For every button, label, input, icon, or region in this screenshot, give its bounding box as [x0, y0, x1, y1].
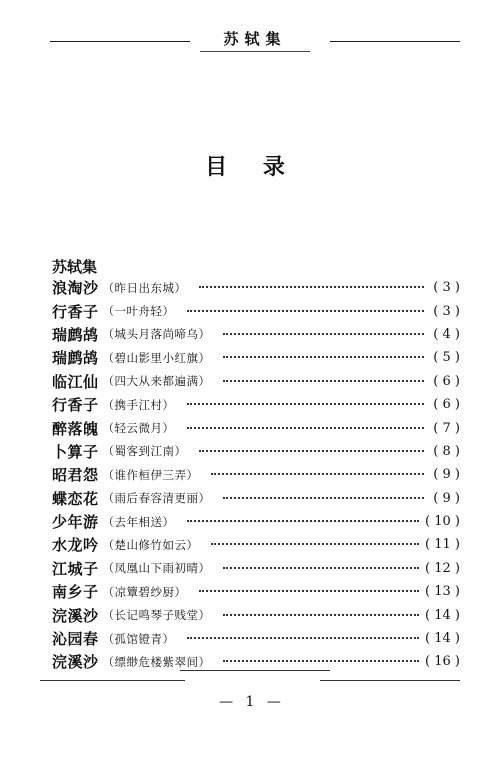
entry-first-line: （ 谁作桓伊三弄 ）	[103, 467, 199, 483]
entry-tune-name: 沁园春	[52, 630, 99, 649]
dot-leader	[211, 542, 420, 545]
entry-page-number: ( 7 )	[430, 421, 460, 436]
entry-page-number: ( 6 )	[430, 374, 460, 389]
toc-entry	[52, 299, 460, 322]
entry-page-number: ( 5 )	[430, 350, 460, 365]
entry-first-line: （ 携手江村 ）	[103, 397, 175, 413]
entry-page-number: ( 13 )	[425, 584, 460, 599]
dot-leader	[187, 636, 420, 639]
running-header-title: 苏轼集	[223, 30, 287, 48]
dot-leader	[199, 449, 424, 452]
entry-tune-name: 蝶恋花	[52, 489, 99, 508]
toc-entry	[52, 276, 460, 299]
dot-leader	[187, 519, 420, 522]
entry-first-line: （ 四大从来都遍满 ）	[103, 373, 211, 389]
entry-page-number: ( 4 )	[430, 327, 460, 342]
entry-first-line: （ 缥缈危楼紫翠间 ）	[103, 654, 211, 670]
entry-tune-name: 瑞鹧鸪	[52, 349, 99, 368]
entry-first-line: （ 雨后春容清更丽 ）	[103, 490, 211, 506]
entry-page-number: ( 14 )	[425, 631, 460, 646]
entry-first-line: （ 一叶舟轻 ）	[103, 303, 175, 319]
entry-tune-name: 醉落魄	[52, 419, 99, 438]
entry-first-line: （ 碧山影里小红旗 ）	[103, 350, 211, 366]
toc-entry	[52, 603, 460, 626]
entry-page-number: ( 3 )	[430, 280, 460, 295]
toc-entry	[52, 416, 460, 439]
dot-leader	[211, 472, 424, 475]
toc-entry	[52, 510, 460, 533]
toc-entry	[52, 346, 460, 369]
dot-leader	[199, 589, 420, 592]
entry-page-number: ( 10 )	[425, 514, 460, 529]
entry-tune-name: 少年游	[52, 513, 99, 532]
dot-leader	[223, 613, 420, 616]
toc-entry	[52, 580, 460, 603]
entry-page-number: ( 14 )	[425, 608, 460, 623]
entry-first-line: （ 昨日出东城 ）	[103, 280, 187, 296]
entry-first-line: （ 去年相送 ）	[103, 514, 175, 530]
header-rule-right	[330, 41, 460, 42]
dot-leader	[223, 332, 424, 335]
toc-entry	[52, 627, 460, 650]
dot-leader	[187, 402, 424, 405]
running-header	[0, 18, 504, 58]
toc-entry	[52, 323, 460, 346]
dot-leader	[187, 426, 424, 429]
entry-tune-name: 浣溪沙	[52, 653, 99, 672]
toc-entry	[52, 370, 460, 393]
dot-leader	[223, 496, 424, 499]
entry-first-line: （ 蜀客到江南 ）	[103, 443, 187, 459]
dot-leader	[223, 566, 420, 569]
entry-first-line: （ 楚山修竹如云 ）	[103, 537, 199, 553]
entry-first-line: （ 孤馆镫青 ）	[103, 631, 175, 647]
page-number: — 1 —	[0, 694, 504, 710]
entry-page-number: ( 3 )	[430, 304, 460, 319]
entry-tune-name: 浪淘沙	[52, 279, 99, 298]
entry-page-number: ( 6 )	[430, 397, 460, 412]
dot-leader	[223, 379, 424, 382]
dot-leader	[199, 285, 424, 288]
toc-entry	[52, 533, 460, 556]
entry-page-number: ( 9 )	[430, 467, 460, 482]
entry-tune-name: 行香子	[52, 396, 99, 415]
entry-tune-name: 南乡子	[52, 583, 99, 602]
entry-tune-name: 水龙吟	[52, 536, 99, 555]
entry-first-line: （ 长记鸣琴子贱堂 ）	[103, 607, 211, 623]
dot-leader	[223, 355, 424, 358]
dot-leader	[223, 659, 420, 662]
entry-tune-name: 瑞鹧鸪	[52, 325, 99, 344]
toc-entry	[52, 557, 460, 580]
entry-tune-name: 昭君怨	[52, 466, 99, 485]
entry-first-line: （ 凤凰山下雨初晴 ）	[103, 560, 211, 576]
header-rule-left	[50, 41, 190, 42]
toc-list	[52, 276, 460, 674]
entry-tune-name: 卜算子	[52, 442, 99, 461]
toc-heading: 目 录	[205, 154, 299, 180]
entry-tune-name: 行香子	[52, 302, 99, 321]
entry-tune-name: 浣溪沙	[52, 606, 99, 625]
entry-first-line: （ 城头月落尚啼乌 ）	[103, 326, 211, 342]
footer-rule-right	[320, 680, 460, 681]
header-rule-under-title	[200, 51, 310, 52]
toc-entry	[52, 393, 460, 416]
toc-entry	[52, 463, 460, 486]
entry-first-line: （ 凉簟碧纱厨 ）	[103, 584, 187, 600]
toc-entry	[52, 440, 460, 463]
section-title: 苏轼集	[52, 258, 98, 276]
entry-page-number: ( 9 )	[430, 491, 460, 506]
entry-first-line: （ 轻云微月 ）	[103, 420, 175, 436]
entry-page-number: ( 12 )	[425, 561, 460, 576]
entry-tune-name: 临江仙	[52, 372, 99, 391]
entry-page-number: ( 16 )	[425, 654, 460, 669]
entry-page-number: ( 8 )	[430, 444, 460, 459]
dot-leader	[187, 309, 424, 312]
footer-rule-left	[40, 680, 185, 681]
footer-rule-upper	[180, 670, 330, 671]
entry-tune-name: 江城子	[52, 559, 99, 578]
entry-page-number: ( 11 )	[425, 537, 460, 552]
toc-entry	[52, 487, 460, 510]
